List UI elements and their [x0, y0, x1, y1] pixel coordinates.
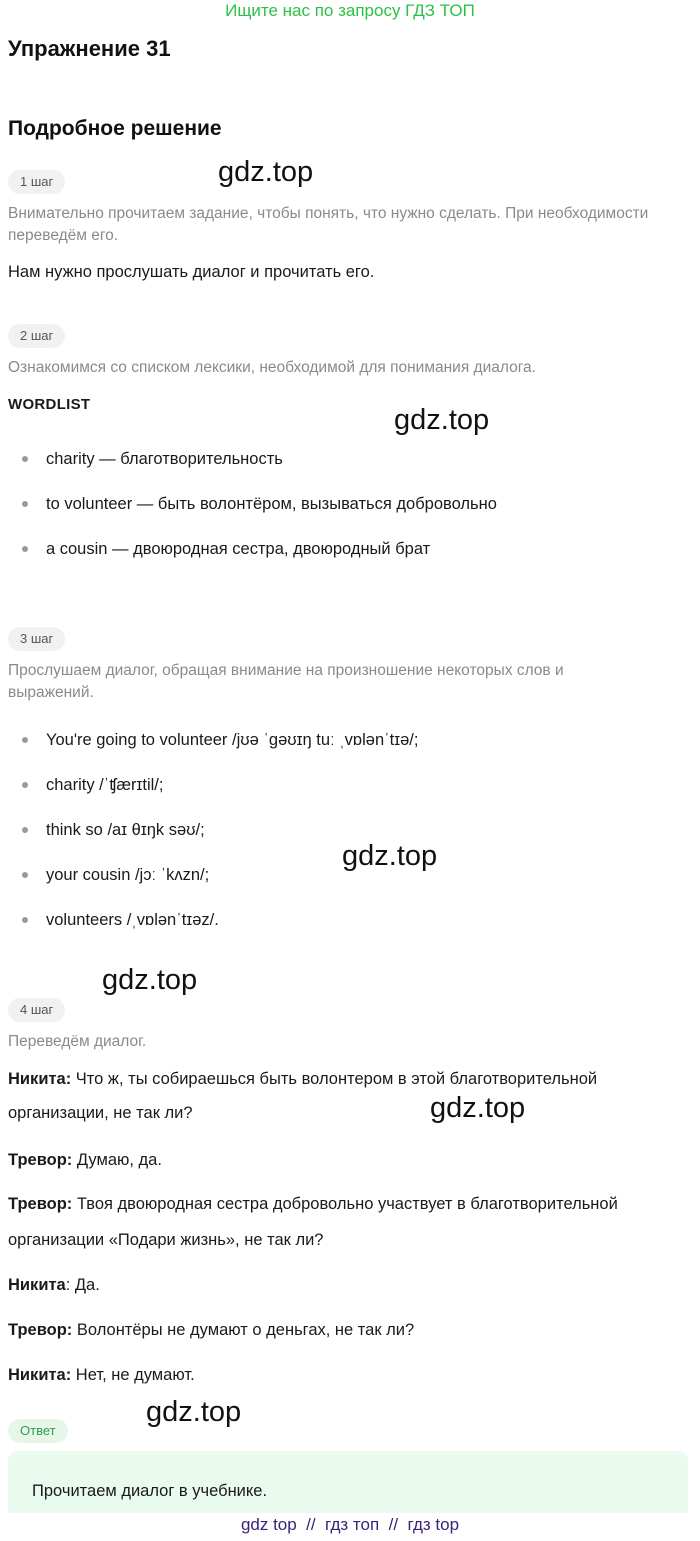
watermark: gdz.top: [146, 1396, 242, 1428]
dialog-line: [8, 1064, 688, 1094]
step-3-hint: Прослушаем диалог, обращая внимание на произношение некоторых слов и выражений.: [8, 662, 564, 701]
bullet-icon: [22, 546, 28, 552]
answer-badge: [8, 1419, 68, 1443]
bullet-icon: [22, 782, 28, 788]
step-2-label: 2 шаг: [8, 324, 65, 348]
dialog-text: Твоя двоюродная сестра добровольно участвует в благотворительной: [72, 1195, 618, 1213]
dialog-text: Что ж, ты собираешься быть волонтером в этой благотворительной: [71, 1070, 598, 1088]
pronunciation-entry: charity /ˈʧærɪtil/;: [46, 776, 164, 794]
watermark: gdz.top: [218, 156, 314, 188]
wordlist-entry: charity — благотворительность: [46, 450, 283, 468]
dialog-line: [8, 1189, 688, 1219]
step-2-hint: Ознакомимся со списком лексики, необходимой для понимания диалога.: [8, 359, 536, 376]
dialog-line-continued: организации, не так ли?: [8, 1104, 193, 1122]
speaker-name: Никита:: [8, 1366, 72, 1384]
wordlist-title: WORDLIST: [8, 396, 91, 413]
pronunciation-entry: volunteers /ˌvɒlənˈtɪəz/.: [46, 911, 219, 929]
dialog-line: [8, 1145, 688, 1175]
bullet-icon: [22, 737, 28, 743]
dialog-line-continued: организации «Подари жизнь», не так ли?: [8, 1231, 324, 1249]
dialog-line: [8, 1360, 688, 1390]
dialog-text: Думаю, да.: [72, 1151, 162, 1169]
step-1-hint: Внимательно прочитаем задание, чтобы понять, что нужно сделать. При необходимости переведём его.: [8, 205, 649, 244]
list-item: [22, 864, 209, 886]
speaker-name: Тревор:: [8, 1151, 73, 1169]
dialog-line: [8, 1315, 688, 1345]
watermark: gdz.top: [430, 1092, 526, 1124]
step-2-badge: [8, 324, 65, 348]
bullet-icon: [22, 501, 28, 507]
step-3-label: 3 шаг: [8, 627, 65, 651]
list-item: [22, 493, 497, 515]
answer-text: Прочитаем диалог в учебнике.: [32, 1482, 268, 1500]
speaker-name: Тревор:: [8, 1321, 73, 1339]
pronunciation-entry: think so /aɪ θɪŋk səʊ/;: [46, 821, 205, 839]
pronunciation-entry: your cousin /jɔː ˈkʌzn/;: [46, 866, 210, 884]
step-1-text: Нам нужно прослушать диалог и прочитать его.: [8, 263, 375, 281]
step-3-badge: [8, 627, 65, 651]
list-item: [22, 819, 205, 841]
step-4-badge: [8, 998, 65, 1022]
bullet-icon: [22, 917, 28, 923]
step-4-hint: Переведём диалог.: [8, 1033, 147, 1050]
wordlist-entry: a cousin — двоюродная сестра, двоюродный брат: [46, 540, 431, 558]
page-title: Упражнение 31: [8, 36, 171, 61]
watermark: gdz.top: [342, 840, 438, 872]
watermark: gdz.top: [394, 404, 490, 436]
bullet-icon: [22, 872, 28, 878]
bullet-icon: [22, 827, 28, 833]
pronunciation-entry: You're going to volunteer /jʊə ˈɡəʊɪŋ tuː ˌvɒlənˈtɪə/;: [46, 731, 419, 749]
search-banner: Ищите нас по запросу ГДЗ ТОП: [225, 1, 475, 20]
footer-links: gdz top // гдз топ // гдз top: [240, 1515, 460, 1534]
bullet-icon: [22, 456, 28, 462]
dialog-text: : Да.: [65, 1276, 100, 1294]
watermark: gdz.top: [102, 964, 198, 996]
list-item: [22, 909, 219, 931]
speaker-name: Никита:: [8, 1070, 72, 1088]
section-title: Подробное решение: [8, 117, 222, 140]
speaker-name: Никита: [8, 1276, 66, 1294]
dialog-text: Волонтёры не думают о деньгах, не так ли?: [72, 1321, 415, 1339]
step-1-badge: [8, 170, 65, 194]
speaker-name: Тревор:: [8, 1195, 73, 1213]
list-item: [22, 774, 163, 796]
list-item: [22, 448, 283, 470]
step-1-label: 1 шаг: [8, 170, 65, 194]
dialog-text: Нет, не думают.: [71, 1366, 195, 1384]
wordlist-entry: to volunteer — быть волонтёром, вызываться добровольно: [46, 495, 497, 513]
step-4-label: 4 шаг: [8, 998, 65, 1022]
dialog-line: [8, 1270, 688, 1300]
list-item: [22, 729, 418, 751]
answer-label: Ответ: [8, 1419, 68, 1443]
list-item: [22, 538, 430, 560]
